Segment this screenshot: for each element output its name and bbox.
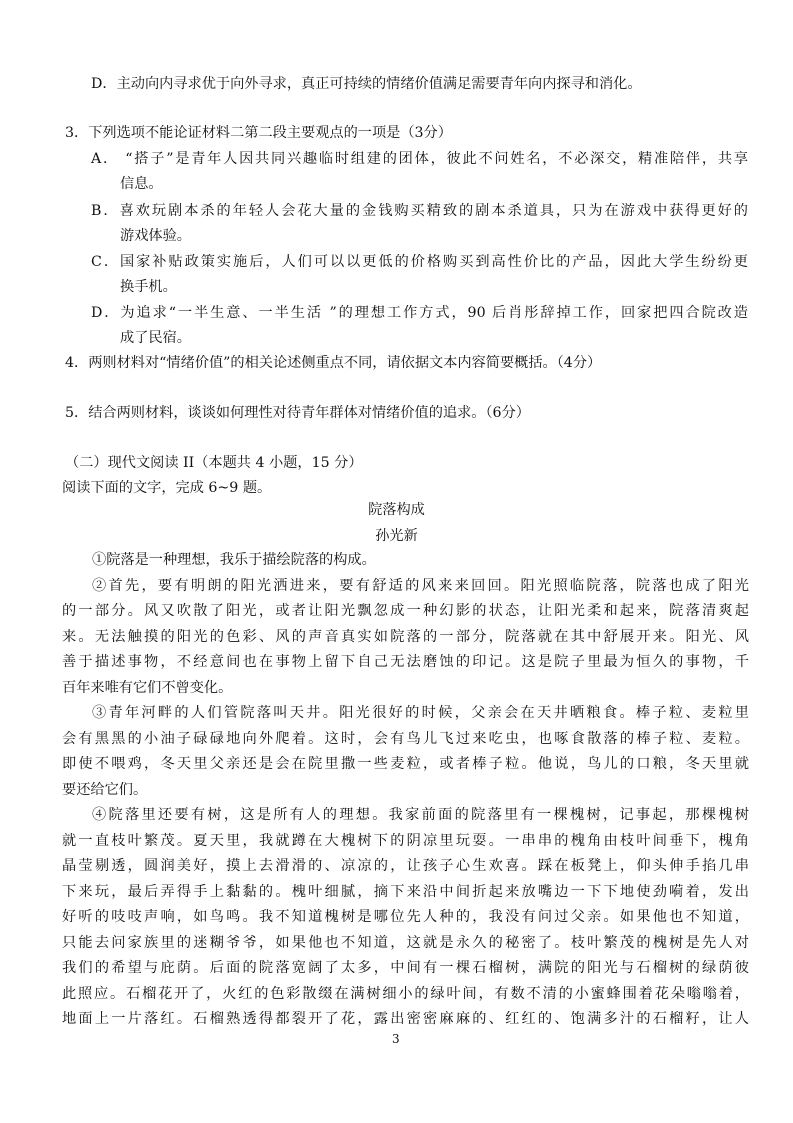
- section-instruction: 阅读下面的文字，完成 6~9 题。: [62, 480, 272, 496]
- paragraph-2-line1: ②首先，要有明朗的阳光洒进来，要有舒适的风来来回回。阳光照临院落，院落也成了阳光: [92, 578, 749, 594]
- paragraph-4-line1: ④院落里还要有树，这是所有人的理想。我家前面的院落里有一棵槐树，记事起，那棵槐树: [92, 807, 749, 823]
- q3-option-d-line1: D．为追求“一半生意、一半生活 ”的理想工作方式，90 后肖彤辞掉工作，回家把四合院改造: [91, 305, 748, 321]
- paragraph-3-line3: 即使不喂鸡，冬天里父亲还是会在院里撒一些麦粒，或者棒子粒。他说，鸟儿的口粮，冬天里就: [62, 756, 749, 772]
- paragraph-4-line7: 我们的希望与庇荫。后面的院落宽阔了太多，中间有一棵石榴树，满院的阳光与石榴树的绿荫彼: [62, 960, 749, 976]
- q3-option-c-line1: C．国家补贴政策实施后，人们可以以更低的价格购买到高性价比的产品，因此大学生纷纷更: [91, 254, 748, 270]
- paragraph-3-line2: 会有黑黑的小油子碌碌地向外爬着。这时，会有鸟儿飞过来吃虫，也啄食散落的棒子粒、麦粒。: [62, 731, 749, 747]
- paragraph-1: ①院落是一种理想，我乐于描绘院落的构成。: [92, 552, 376, 568]
- paragraph-2-line2: 的一部分。风又吹散了阳光，或者让阳光飘忽成一种幻影的状态，让阳光柔和起来，院落清爽起: [62, 603, 749, 619]
- paragraph-2-line5: 百年来唯有它们不曾变化。: [62, 680, 233, 696]
- paragraph-2-line3: 来。无法触摸的阳光的色彩、风的声音真实如院落的一部分，院落就在其中舒展开来。阳光、风: [62, 629, 749, 645]
- paragraph-4-line9: 地面上一片落红。石榴熟透得都裂开了花，露出密密麻麻的、红红的、饱满多汁的石榴籽，让人: [62, 1011, 749, 1027]
- q3-option-d-line2: 成了民宿。: [120, 330, 191, 346]
- passage-author: 孙光新: [375, 528, 418, 544]
- paragraph-4-line8: 此照应。石榴花开了，火红的色彩散缀在满树细小的绿叶间，有数不清的小蜜蜂围着花朵嗡嗡着，: [62, 986, 749, 1002]
- q3-option-c-line2: 换手机。: [120, 279, 177, 295]
- paragraph-4-line6: 只能去问家族里的迷糊爷爷，如果他也不知道，这就是永久的秘密了。枝叶繁茂的槐树是先人对: [62, 935, 749, 951]
- section-heading: （二）现代文阅读 II（本题共 4 小题，15 分）: [65, 455, 363, 471]
- q3-option-a-line2: 信息。: [120, 176, 163, 192]
- paragraph-4-line4: 下来玩，最后弄得手上黏黏的。槐叶细腻，摘下来沿中间折起来放嘴边一下下地使劲嗬着，发出: [62, 884, 749, 900]
- paragraph-4-line3: 晶莹剔透，圆润美好，摸上去滑滑的、凉凉的，让孩子心生欢喜。踩在板凳上，仰头伸手掐几串: [62, 858, 749, 874]
- paragraph-3-line1: ③青年河畔的人们管院落叫天井。阳光很好的时候，父亲会在天井晒粮食。棒子粒、麦粒里: [92, 705, 749, 721]
- q3-option-b-line1: B．喜欢玩剧本杀的年轻人会花大量的金钱购买精致的剧本杀道具，只为在游戏中获得更好的: [91, 203, 748, 219]
- q3-option-a-line1: A． “搭子”是青年人因共同兴趣临时组建的团体，彼此不问姓名，不必深交，精准陪伴，共享: [91, 151, 748, 167]
- q2-option-d: D．主动向内寻求优于向外寻求，真正可持续的情绪价值满足需要青年向内探寻和消化。: [91, 76, 642, 92]
- q4: 4．两则材料对“情绪价值”的相关论述侧重点不同，请依据文本内容简要概括。（4分）: [65, 355, 602, 371]
- q5: 5．结合两则材料，谈谈如何理性对待青年群体对情绪价值的追求。（6分）: [65, 405, 530, 421]
- q3-stem: 3．下列选项不能论证材料二第二段主要观点的一项是（3分）: [65, 125, 452, 141]
- page-number: 3: [392, 1032, 400, 1046]
- passage-title: 院落构成: [368, 502, 425, 518]
- q3-option-b-line2: 游戏体验。: [120, 228, 191, 244]
- paragraph-4-line2: 就一直枝叶繁茂。夏天里，我就蹲在大槐树下的阴凉里玩耍。一串串的槐角由枝叶间垂下，槐角: [62, 833, 749, 849]
- paragraph-4-line5: 好听的吱吱声响，如鸟鸣。我不知道槐树是哪位先人种的，我没有问过父亲。如果他也不知道，: [62, 909, 749, 925]
- paragraph-2-line4: 善于描述事物，不经意间也在事物上留下自己无法磨蚀的印记。这是院子里最为恒久的事物，千: [62, 654, 749, 670]
- paragraph-3-line4: 要还给它们。: [62, 782, 148, 798]
